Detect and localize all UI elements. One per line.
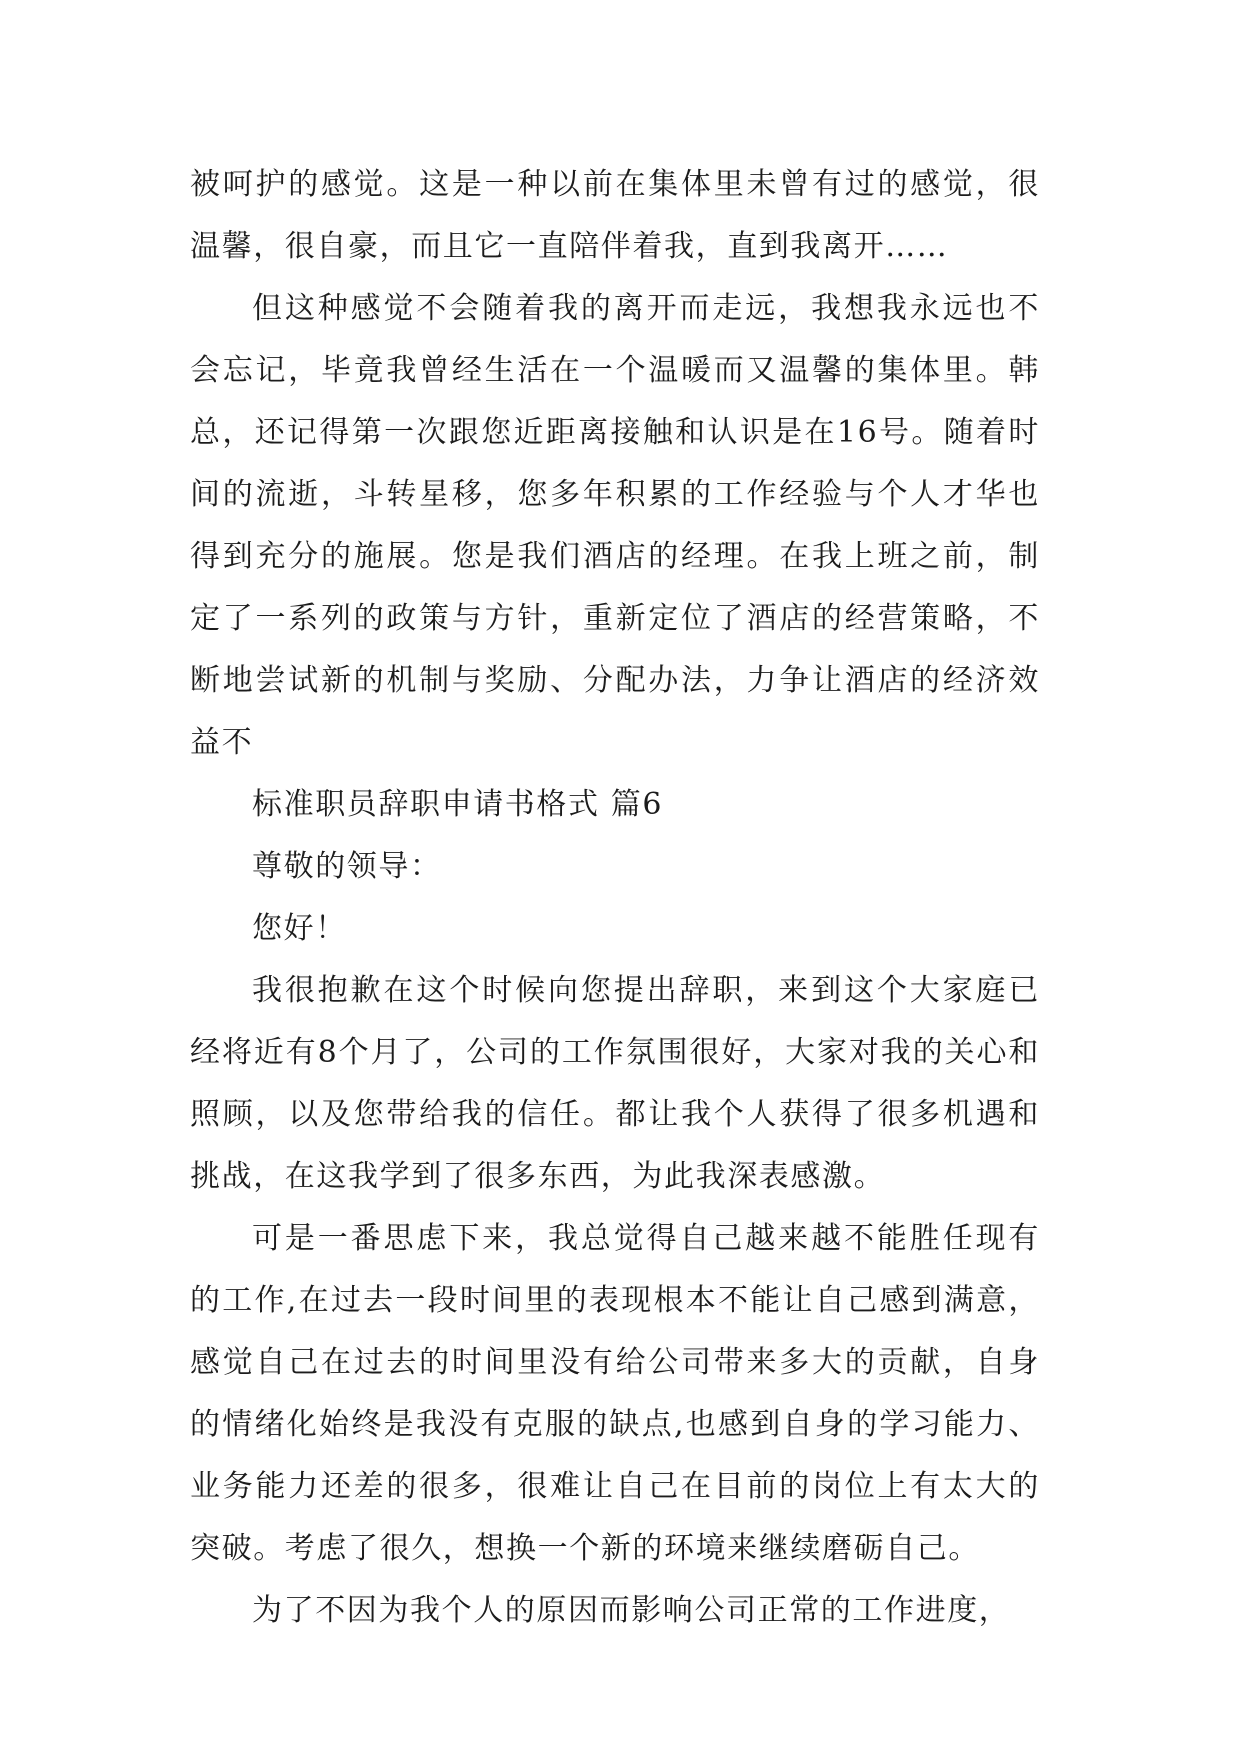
document-body (190, 154, 1040, 1642)
paragraph-hotel-manager: 但这种感觉不会随着我的离开而走远，我想我永远也不会忘记，毕竟我曾经生活在一个温暖而又温馨的集体里。韩总，还记得第一次跟您近距离接触和认识是在16号。随着时间的流逝，斗转星移，您多年积累的工作经验与个人才华也得到充分的施展。您是我们酒店的经理。在我上班之前，制定了一系列的政策与方针，重新定位了酒店的经营策略，不断地尝试新的机制与奖励、分配办法，力争让酒店的经济效益不 (190, 291, 1040, 760)
salutation: 尊敬的领导： (252, 849, 442, 884)
section-heading: 标准职员辞职申请书格式 篇6 (252, 787, 664, 822)
greeting: 您好！ (252, 911, 347, 946)
paragraph-apology: 我很抱歉在这个时候向您提出辞职，来到这个大家庭已经将近有8个月了，公司的工作氛围很好，大家对我的关心和照顾，以及您带给我的信任。都让我个人获得了很多机遇和挑战，在这我学到了很多东西，为此我深表感激。 (190, 973, 1040, 1194)
paragraph-reason: 可是一番思虑下来，我总觉得自己越来越不能胜任现有的工作,在过去一段时间里的表现根本不能让自己感到满意，感觉自己在过去的时间里没有给公司带来多大的贡献，自身的情绪化始终是我没有克服的缺点,也感到自身的学习能力、业务能力还差的很多，很难让自己在目前的岗位上有太大的突破。考虑了很久，想换一个新的环境来继续磨砺自己。 (190, 1221, 1040, 1566)
paragraph-continuation: 被呵护的感觉。这是一种以前在集体里未曾有过的感觉，很温馨，很自豪，而且它一直陪伴着我，直到我离开…… (190, 167, 1040, 264)
paragraph-closing-start: 为了不因为我个人的原因而影响公司正常的工作进度， (252, 1593, 1011, 1628)
